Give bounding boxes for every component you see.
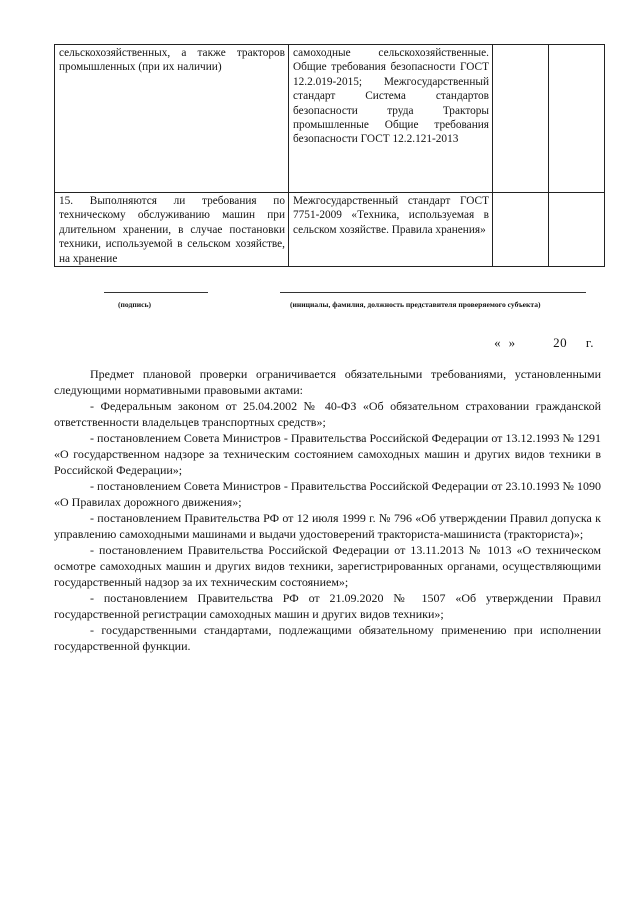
list-item: - постановлением Правительства РФ от 21.09.2020 № 1507 «Об утверждении Правил государственной регистрации самоходных машин и других видов техники»; xyxy=(54,591,601,621)
legal-act-cell: Межгосударственный стандарт ГОСТ 7751-2009 «Техника, используемая в сельском хозяйстве. Правила хранения» xyxy=(289,193,493,267)
question-cell: 15. Выполняются ли требования по техническому обслуживанию машин при длительном хранении, в случае постановки техники, используемой в сельском хозяйстве, на хранение xyxy=(55,193,289,267)
date-line: « » 20 г. xyxy=(494,335,594,350)
answer-cell xyxy=(493,45,549,193)
list-item: - постановлением Совета Министров - Правительства Российской Федерации от 23.10.1993 № 1090 «О Правилах дорожного движения»; xyxy=(54,479,601,509)
signature-line xyxy=(104,292,208,293)
legal-act-cell: самоходные сельскохозяйственные. Общие требования безопасности ГОСТ 12.2.019-2015; Межгосударственный стандарт Система стандартов безопасности труда Тракторы промышленные Общие требования безопасности ГОСТ 12.2.121-2013 xyxy=(289,45,493,193)
note-cell xyxy=(549,45,605,193)
list-item: - Федеральным законом от 25.04.2002 № 40-ФЗ «Об обязательном страховании гражданской ответственности владельцев транспортных средств»; xyxy=(54,399,601,429)
list-item: - государственными стандартами, подлежащими обязательному применению при исполнении государственной функции. xyxy=(54,623,601,653)
table-row xyxy=(55,45,605,193)
requirements-table xyxy=(54,44,605,267)
list-item: - постановлением Совета Министров - Правительства Российской Федерации от 13.12.1993 № 1291 «О государственном надзоре за техническим состоянием самоходных машин и других видов техники в Российской Федерации»; xyxy=(54,431,601,477)
list-item: - постановлением Правительства Российской Федерации от 13.11.2013 № 1013 «О техническом осмотре самоходных машин и других видов техники, зарегистрированных органами, осуществляющими государственный надзор за их техническим состоянием»; xyxy=(54,543,601,589)
inspection-scope-text xyxy=(54,366,601,654)
answer-cell xyxy=(493,193,549,267)
signature-label: (подпись) xyxy=(118,300,151,309)
representative-label: (инициалы, фамилия, должность представителя проверяемого субъекта) xyxy=(290,300,541,309)
intro-paragraph: Предмет плановой проверки ограничивается обязательными требованиями, установленными следующими нормативными правовыми актами: xyxy=(54,367,601,397)
note-cell xyxy=(549,193,605,267)
list-item: - постановлением Правительства РФ от 12 июля 1999 г. № 796 «Об утверждении Правил допуска к управлению самоходными машинами и выдачи удостоверений тракториста-машиниста (тракториста)»; xyxy=(54,511,601,541)
question-cell: сельскохозяйственных, а также тракторов промышленных (при их наличии) xyxy=(55,45,289,193)
representative-line xyxy=(280,292,586,293)
table-row xyxy=(55,193,605,267)
